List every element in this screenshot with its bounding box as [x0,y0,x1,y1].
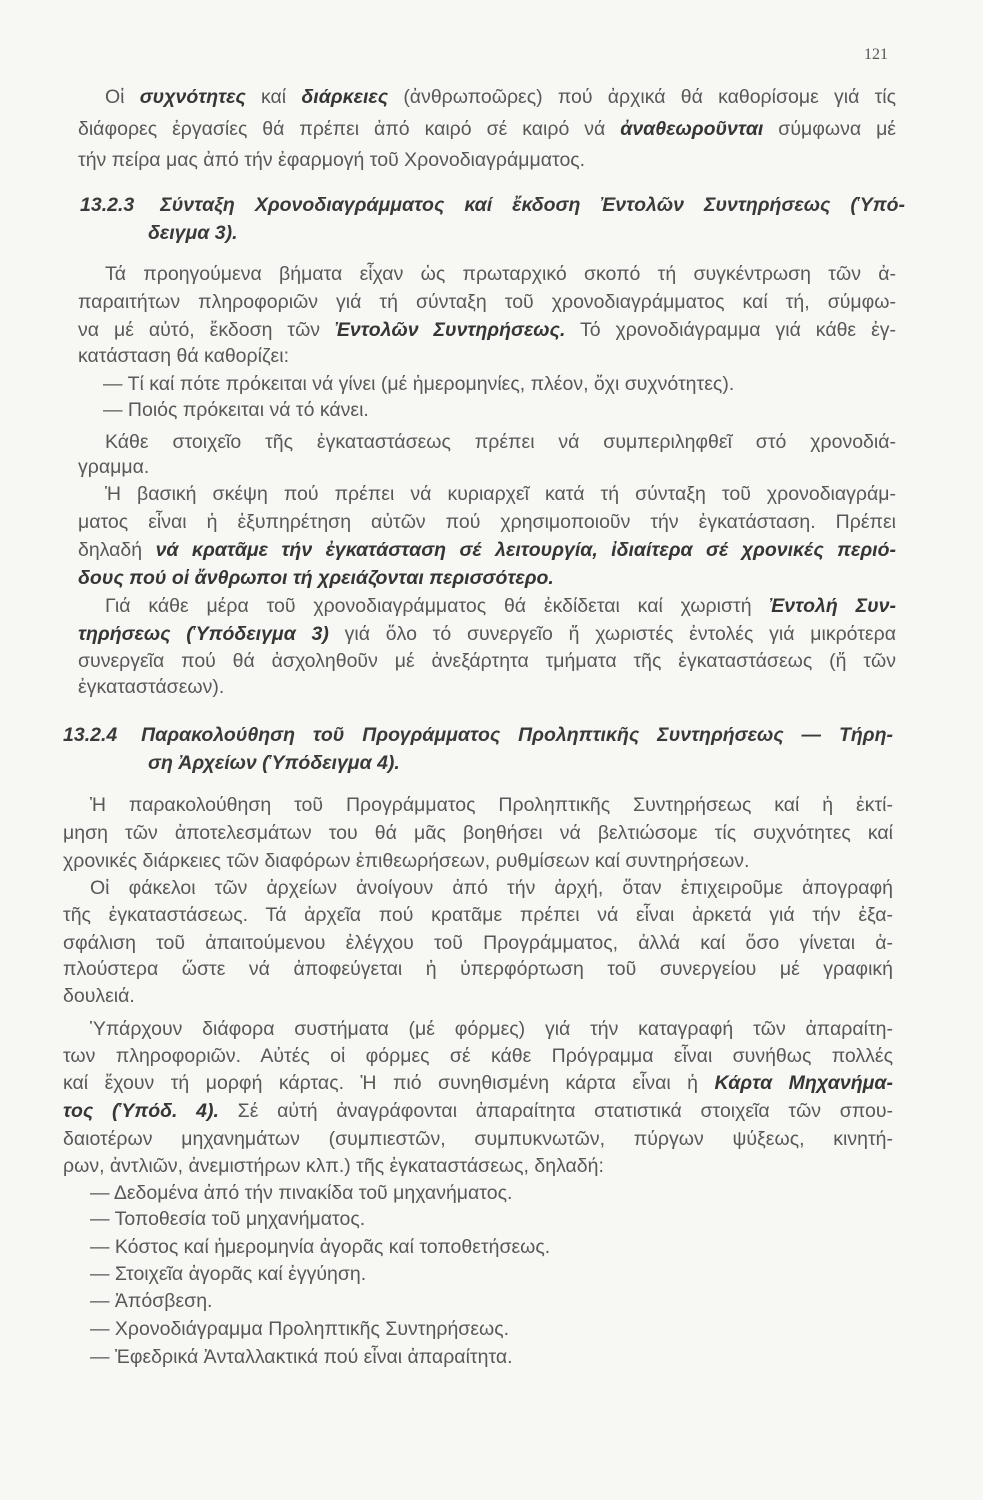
emphasis-text: Κάρτα Μηχανήμα- [714,1072,893,1094]
list-item: — Τοποθεσία τοῦ μηχανήματος. [90,1208,366,1230]
body-text-line: Ἡ βασική σκέψη πού πρέπει νά κυριαρχεῖ κατά τή σύνταξη τοῦ χρονοδιαγράμ- [105,483,896,505]
text-run: δηλαδή [78,539,156,561]
text-run: διάφορες ἐργασίες θά πρέπει ἀπό καιρό σέ καιρό νά [78,118,621,140]
body-text-line: των πληροφοριῶν. Αὐτές οἱ φόρμες σέ κάθε Πρόγραμμα εἶναι συνήθως πολλές [63,1045,893,1067]
body-text-line [78,317,896,343]
emphasis-text: τος (Ὑπόδ. 4). [63,1100,219,1122]
text-run: καί [245,86,302,108]
body-text-line: χρονικές διάρκειες τῶν διαφόρων ἐπιθεωρήσεων, ρυθμίσεων καί συντηρήσεων. [63,850,750,872]
emphasis-text: συχνότητες [139,86,246,108]
text-run: καί ἔχουν τή μορφή κάρτας. Ἡ πιό συνηθισμένη κάρτα εἶναι ἡ [63,1072,715,1094]
body-text-line: μηση τῶν ἀποτελεσμάτων του θά μᾶς βοηθήσει νά βελτιώσομε τίς συχνότητες καί [63,822,893,844]
body-text-line: Τά προηγούμενα βήματα εἶχαν ὡς πρωταρχικό σκοπό τή συγκέντρωση τῶν ἀ- [105,263,896,285]
body-text-line [63,1070,893,1096]
emphasis-text: Ἐντολῶν Συντηρήσεως. [335,319,566,341]
body-text-line: τῆς ἐγκαταστάσεως. Τά ἀρχεῖα πού κρατᾶμε πρέπει νά εἶναι ἀρκετά γιά τήν ἐξα- [63,904,893,926]
emphasis-text: διάρκειες [301,86,389,108]
text-run: να μέ αὐτό, ἔκδοση τῶν [78,319,335,341]
emphasis-text: τηρήσεως (Ὑπόδειγμα 3) [78,623,329,645]
list-item: — Στοιχεῖα ἀγορᾶς καί ἐγγύηση. [90,1263,367,1285]
body-text-line [63,1098,893,1124]
text-run: Τό χρονοδιάγραμμα γιά κάθε ἐγ- [565,319,896,341]
page-number: 121 [864,46,888,63]
text-run: (ἀνθρωποῶρες) πού ἀρχικά θά καθορίσομε γιά τίς [388,86,897,108]
body-text-line: Κάθε στοιχεῖο τῆς ἐγκαταστάσεως πρέπει νά συμπεριληφθεῖ στό χρονοδιά- [105,431,896,453]
emphasis-text: Ἐντολή Συν- [769,595,896,617]
body-text-line: ἐγκαταστάσεων). [78,676,225,698]
text-run: Γιά κάθε μέρα τοῦ χρονοδιαγράμματος θά ἐκδίδεται καί χωριστή [105,595,770,617]
body-text-line: πλούστερα ὥστε νά ἀποφεύγεται ἡ ὑπερφόρτωση τοῦ συνεργείου μέ γραφική [63,958,893,980]
body-text-line: δουλειά. [63,985,135,1007]
text-run: γιά ὅλο τό συνεργεῖο ἤ χωριστές ἐντολές γιά μικρότερα [328,623,896,645]
body-text-line [78,537,896,563]
emphasis-text: ἀναθεωροῦνται [620,118,764,140]
list-item: — Δεδομένα ἀπό τήν πινακίδα τοῦ μηχανήματος. [90,1182,513,1204]
text-run: σύμφωνα μέ [763,118,897,140]
section-number: 13.2.3 [80,194,135,216]
body-text-line: συνεργεῖα πού θά ἀσχοληθοῦν μέ ἀνεξάρτητα τμήματα τῆς ἐγκαταστάσεως (ἤ τῶν [78,650,896,672]
section-heading [80,192,905,218]
body-text-line: Ὑπάρχουν διάφορα συστήματα (μέ φόρμες) γιά τήν καταγραφή τῶν ἀπαραίτη- [90,1018,893,1040]
list-item: — Κόστος καί ἡμερομηνία ἀγορᾶς καί τοποθετήσεως. [90,1236,551,1258]
body-text-line: παραιτήτων πληροφοριῶν γιά τή σύνταξη τοῦ χρονοδιαγράμματος καί τή, σύμφω- [78,291,896,313]
body-text-line: Οἱ φάκελοι τῶν ἀρχείων ἀνοίγουν ἀπό τήν ἀρχή, ὅταν ἐπιχειροῦμε ἀπογραφή [90,877,893,899]
list-item: — Τί καί πότε πρόκειται νά γίνει (μέ ἡμερομηνίες, πλέον, ὄχι συχνότητες). [103,373,735,395]
list-item: — Ποιός πρόκειται νά τό κάνει. [103,399,369,421]
list-item: — Ἀπόσβεση. [90,1290,213,1312]
body-text-line: ρων, ἀντλιῶν, ἀνεμιστήρων κλπ.) τῆς ἐγκαταστάσεως, δηλαδή: [63,1155,604,1177]
section-heading [63,722,893,748]
body-text-line [105,84,896,110]
body-text-line: ματος εἶναι ἡ ἐξυπηρέτηση αὐτῶν πού χρησιμοποιοῦν τήν ἐγκατάσταση. Πρέπει [78,511,896,533]
emphasis-line: δους πού οἱ ἄνθρωποι τή χρειάζονται περισσότερο. [78,567,554,589]
body-text-line [78,621,896,647]
section-heading-continued: δειγμα 3). [148,222,238,244]
section-title: Παρακολούθηση τοῦ Προγράμματος Προληπτικῆς Συντηρήσεως — Τήρη- [141,724,893,746]
body-text-line: τήν πείρα μας ἀπό τήν ἐφαρμογή τοῦ Χρονοδιαγράμματος. [78,149,586,171]
text-run: Σέ αὐτή ἀναγράφονται ἀπαραίτητα στατιστικά στοιχεῖα τῶν σπου- [218,1100,893,1122]
text-run: Οἱ [105,86,140,108]
body-text-line: κατάσταση θά καθορίζει: [78,345,289,367]
section-title: Σύνταξη Χρονοδιαγράμματος καί ἔκδοση Ἐντολῶν Συντηρήσεως (Ὑπό- [160,194,906,216]
list-item: — Ἐφεδρικά Ἀνταλλακτικά πού εἶναι ἀπαραίτητα. [90,1346,513,1368]
body-text-line: Ἡ παρακολούθηση τοῦ Προγράμματος Προληπτικῆς Συντηρήσεως καί ἡ ἐκτί- [90,794,893,816]
section-heading-continued: ση Ἀρχείων (Ὑπόδειγμα 4). [148,752,400,774]
body-text-line [105,593,896,619]
body-text-line: σφάλιση τοῦ ἀπαιτούμενου ἐλέγχου τοῦ Προγράμματος, ἀλλά καί ὅσο γίνεται ἁ- [63,932,893,954]
body-text-line: γραμμα. [78,456,150,478]
body-text-line: δαιοτέρων μηχανημάτων (συμπιεστῶν, συμπυκνωτῶν, πύργων ψύξεως, κινητή- [63,1128,893,1150]
list-item: — Χρονοδιάγραμμα Προληπτικῆς Συντηρήσεως. [90,1318,510,1340]
emphasis-text: νά κρατᾶμε τήν ἐγκατάσταση σέ λειτουργία, ἰδιαίτερα σέ χρονικές περιό- [155,539,897,561]
section-number: 13.2.4 [63,724,118,746]
body-text-line [78,116,896,142]
